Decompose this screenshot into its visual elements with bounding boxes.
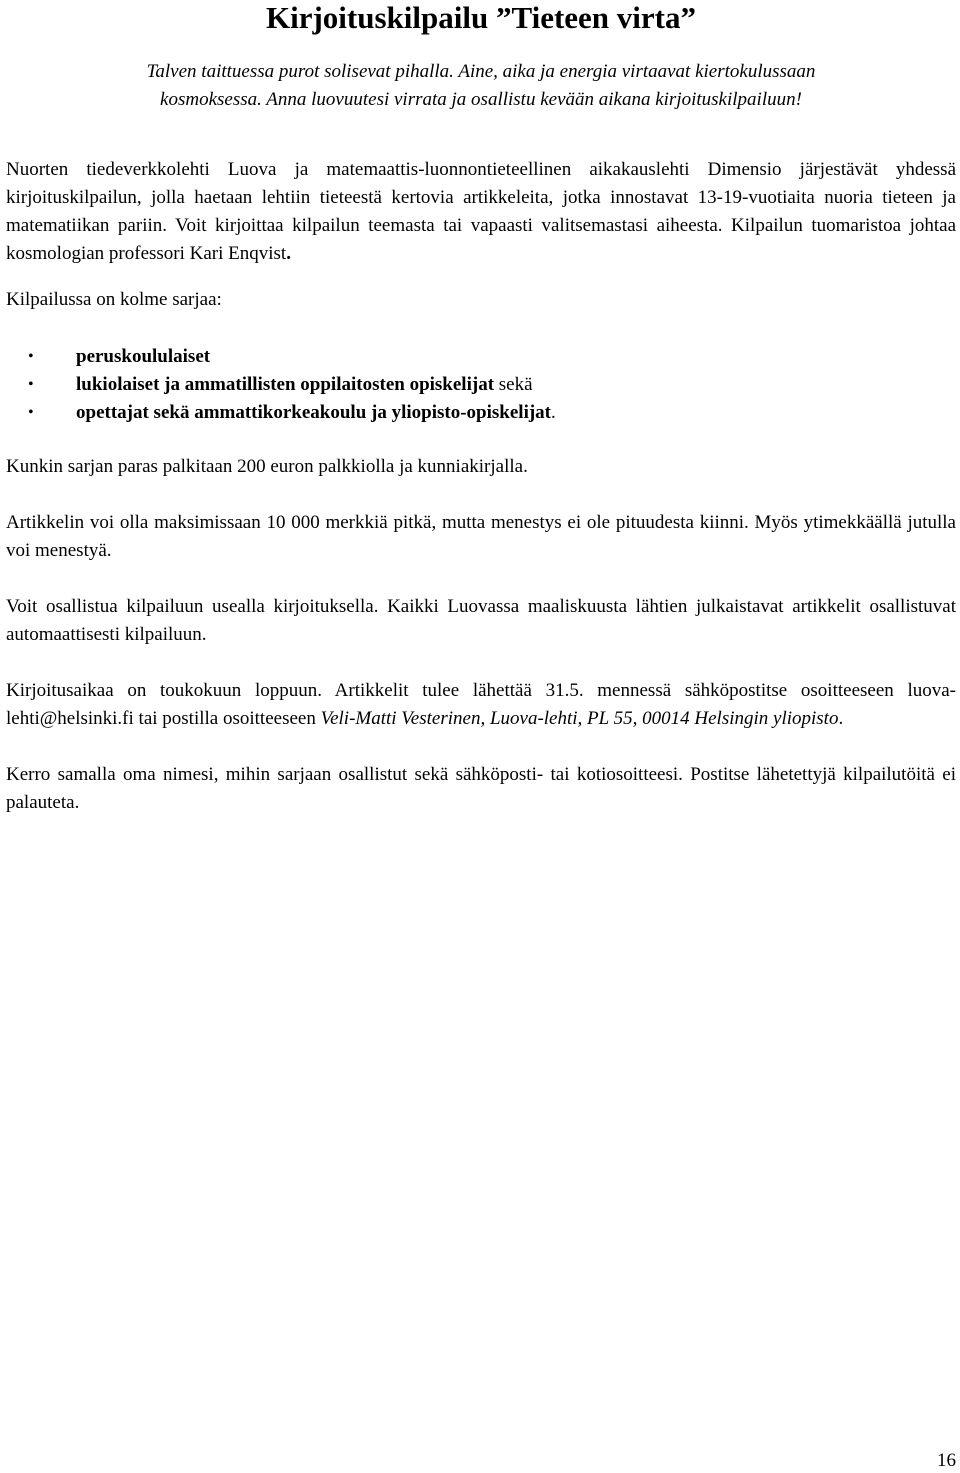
- series-tail: sekä: [494, 374, 533, 395]
- deadline-end: .: [838, 708, 844, 729]
- deadline-text: Kirjoitusaikaa on toukokuun loppuun. Artikkelit tulee lähettää 31.5. mennessä sähköpostitse osoitteeseen luova-lehti@helsinki.fi tai postilla osoitteeseen: [6, 680, 956, 729]
- postal-address: Veli-Matti Vesterinen, Luova-lehti, PL 55, 00014 Helsingin yliopisto: [320, 708, 839, 729]
- series-list: [6, 343, 956, 427]
- multiple-entries-paragraph: Voit osallistua kilpailuun usealla kirjoituksella. Kaikki Luovassa maaliskuusta lähtien julkaistavat artikkelit osallistuvat automaattisesti kilpailuun.: [6, 596, 956, 645]
- page-number: 16: [937, 1450, 956, 1471]
- series-name: peruskoululaiset: [76, 346, 211, 367]
- length-paragraph: Artikkelin voi olla maksimissaan 10 000 merkkiä pitkä, mutta menestys ei ole pituudesta kiinni. Myös ytimekkäällä jutulla voi menestyä.: [6, 512, 956, 561]
- series-tail: .: [551, 402, 556, 423]
- bullet-icon: •: [28, 404, 34, 421]
- deadline-paragraph: [6, 677, 956, 733]
- series-name: opettajat sekä ammattikorkeakoulu ja yliopisto-opiskelijat: [76, 402, 551, 423]
- document-page: [6, 0, 956, 817]
- intro-line: Talven taittuessa purot solisevat pihalla. Aine, aika ja energia virtaavat kiertokulussaan: [146, 61, 816, 82]
- bullet-icon: •: [28, 348, 34, 365]
- paragraph-introduction: [6, 156, 956, 268]
- bullet-icon: •: [28, 376, 34, 393]
- series-name: lukiolaiset ja ammatillisten oppilaitosten opiskelijat: [76, 374, 495, 395]
- intro-line: kosmoksessa. Anna luovuutesi virrata ja osallistu kevään aikana kirjoituskilpailuun!: [160, 89, 802, 110]
- page-title: Kirjoituskilpailu ”Tieteen virta”: [266, 0, 696, 35]
- list-item: [6, 343, 956, 371]
- intro-text: [6, 58, 956, 114]
- paragraph-end: .: [286, 243, 291, 264]
- list-item: [6, 371, 956, 399]
- prize-paragraph: Kunkin sarjan paras palkitaan 200 euron palkkiolla ja kunniakirjalla.: [6, 456, 528, 477]
- info-paragraph: Kerro samalla oma nimesi, mihin sarjaan osallistut sekä sähköposti- tai kotiosoitteesi. Postitse lähetettyjä kilpailutöitä ei palauteta.: [6, 764, 956, 813]
- series-intro: Kilpailussa on kolme sarjaa:: [6, 289, 222, 310]
- paragraph-text: Nuorten tiedeverkkolehti Luova ja matemaattis-luonnontieteellinen aikakauslehti Dimensio järjestävät yhdessä kirjoituskilpailun, jolla haetaan lehtiin tieteestä kertovia artikkeleita, jotka innostavat 13-19-vuotiaita nuoria tieteen ja matematiikan pariin. Voit kirjoittaa kilpailun teemasta tai vapaasti valitsemastasi aiheesta. Kilpailun tuomaristoa johtaa kosmologian professori Kari Enqvist: [6, 159, 956, 264]
- list-item: [6, 399, 956, 427]
